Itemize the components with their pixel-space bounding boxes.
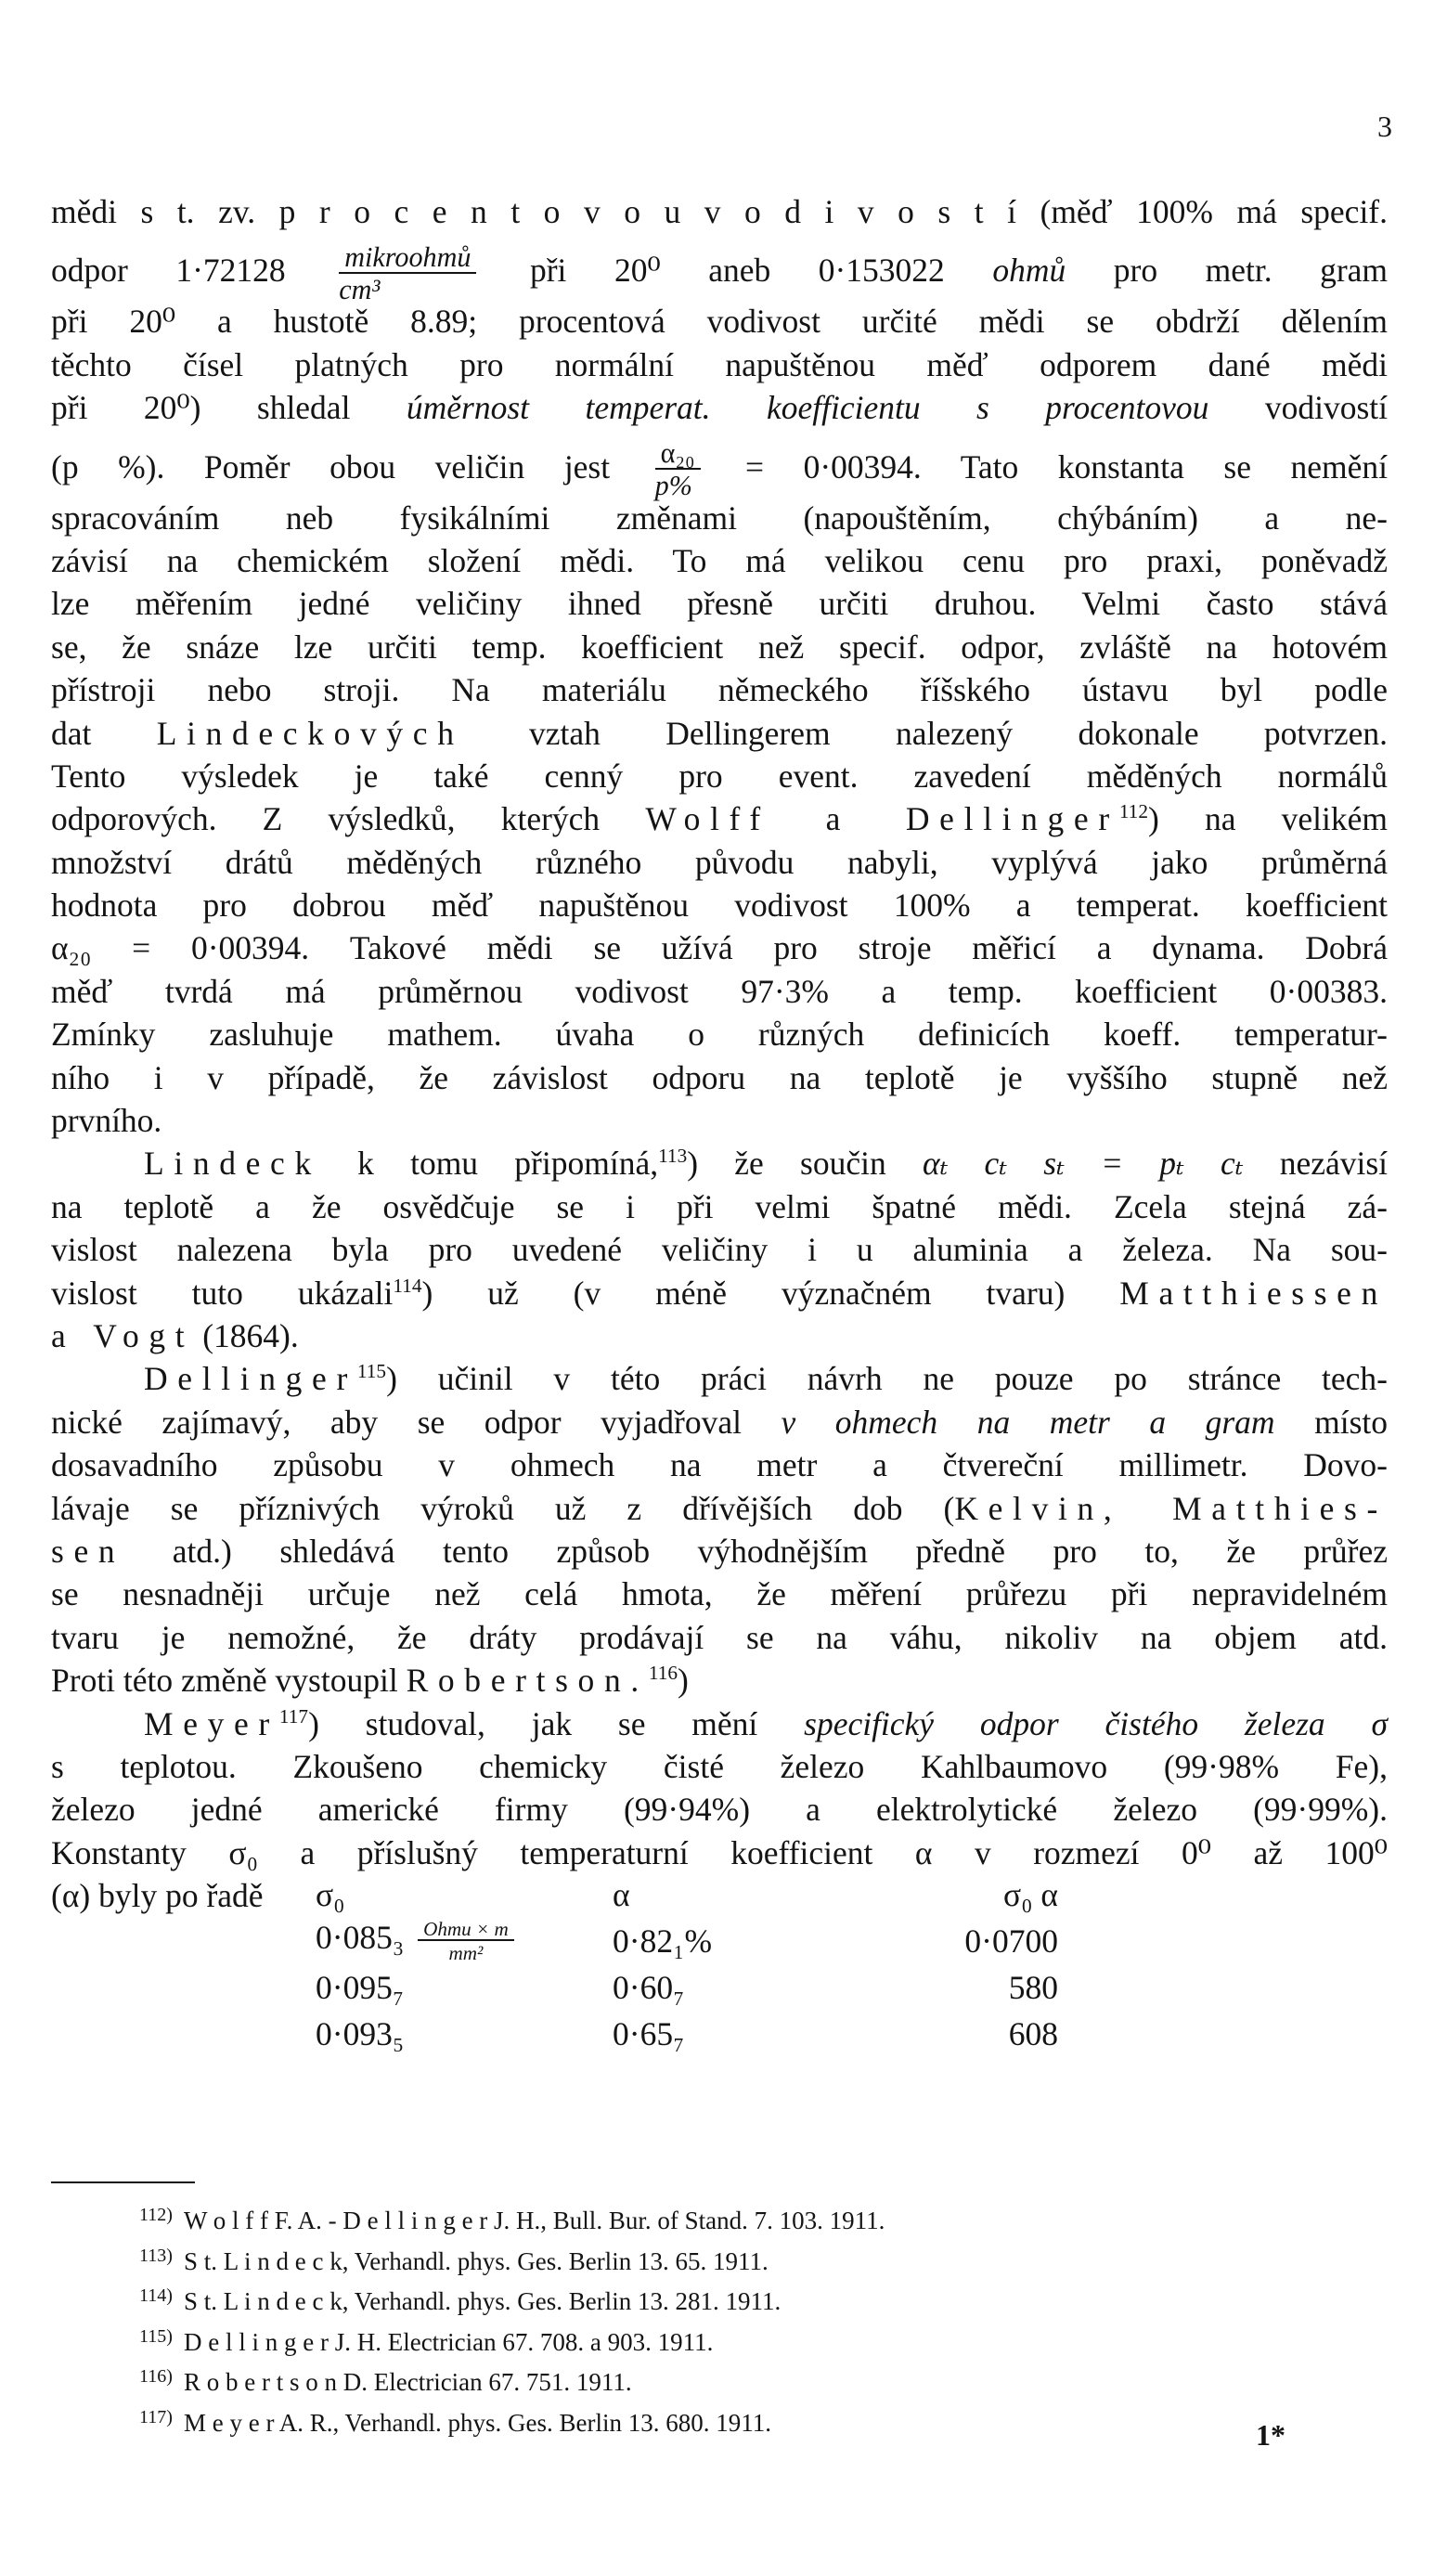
text-line: Lindeck k tomu připomíná,$^{113}$) že součin αₜ cₜ sₜ = pₜ cₜ nezávisí [144,1145,1389,1183]
text-line: se nesnadněji určuje než celá hmota, že měření průřezu při nepravidelném [51,1575,1388,1613]
text-line: (α) byly po řadě [51,1877,264,1915]
table-row [316,1918,1058,1964]
text-line: železo jedné americké firmy (99·94%) a elektrolytické železo (99·99%). [51,1791,1388,1829]
text-line: vislost tuto ukázali$^{114}$) už (v méně význačném tvaru) Matthiessen [51,1274,1388,1312]
fraction-unit: $\frac{\text{mikroohmů}}{\text{cm³}}$ [339,243,476,305]
text-line: odpor 1·72128 $\frac{\text{mikroohmů}}{\text{cm³}}$ při 20⁰ aneb 0·153022 ohmů pro metr. gram [51,240,1389,306]
text-line: Tento výsledek je také cenný pro event. zavedení měděných normálů [51,757,1388,795]
text-line: při 20⁰ a hustotě 8.89; procentová vodivost určité mědi se obdrží dělením [51,303,1388,341]
footnote: 112) W o l f f F. A. - D e l l i n g e r J. H., Bull. Bur. of Stand. 7. 103. 1911. [139,2205,885,2234]
text-line: a Vogt (1864). [51,1316,299,1354]
table-cell: 0·65₇ [613,2015,685,2052]
unit-fraction: $\frac{\text{Ohmu × m}}{\text{mm²}}$ [418,1919,514,1963]
text-line: lze měřením jedné veličiny ihned přesně určiti druhou. Velmi často stává [51,585,1388,623]
footnote: 115) D e l l i n g e r J. H. Electrician 67. 708. a 903. 1911. [139,2325,714,2356]
text-line: ního i v případě, že závislost odporu na teplotě je vyššího stupně než [51,1058,1388,1096]
text-line: nické zajímavý, aby se odpor vyjadřoval v ohmech na metr a gram místo [51,1403,1389,1441]
table-cell: 0·0700 [964,1922,1058,1960]
footnote: 113) S t. L i n d e c k, Verhandl. phys. Ges. Berlin 13. 65. 1911. [139,2245,769,2275]
text-line: Proti této změně vystoupil Robertson.$^{116}$) [51,1662,689,1700]
text-line: při 20⁰) shledal úměrnost temperat. koefficientu s procentovou vodivostí [51,389,1389,427]
page-number: 3 [1377,110,1392,143]
text-line: (p %). Poměr obou veličin jest $\frac{\text{α₂₀}}{p\%}$ = 0·00394. Tato konstanta se nemění [51,436,1389,502]
footnote: 117) M e y e r A. R., Verhandl. phys. Ges. Berlin 13. 680. 1911. [139,2406,771,2437]
table-header-row [316,1871,1058,1918]
table-cell: 0·82₁% [613,1922,713,1960]
text-line: přístroji nebo stroji. Na materiálu německého říšského ústavu byl podle [51,671,1388,709]
text-line: dat Lindeckových vztah Dellingerem nalezený dokonale potvrzen. [51,714,1389,752]
text-line: lávaje se příznivých výroků už z dřívějších dob (Kelvin, Matthies- [51,1489,1388,1527]
table-cell: 0·093₅ [316,2015,405,2052]
text-line: množství drátů měděných různého původu nabyli, vyplývá jako průměrná [51,843,1388,881]
text-line: vislost nalezena byla pro uvedené veličiny i u aluminia a železa. Na sou- [51,1231,1388,1269]
table-header-cell: α [613,1876,630,1913]
table-cell: 0·085₃ $\frac{\text{Ohmu × m}}{\text{mm²}}$ [316,1918,613,1964]
table-row [316,2011,1058,2057]
text-line: sen atd.) shledává tento způsob výhodnějším předně pro to, že průřez [51,1532,1389,1570]
text-line: prvního. [51,1102,162,1140]
footnote-divider [51,2181,195,2183]
text-line: spracováním neb fysikálními změnami (napouštěním, chýbáním) a ne- [51,498,1388,537]
text-line: dosavadního způsobu v ohmech na metr a čtvereční millimetr. Dovo- [51,1446,1388,1484]
table-cell: 0·095₇ [316,1969,405,2006]
text-line: Dellinger$^{115}$) učinil v této práci návrh ne pouze po stránce tech- [144,1360,1388,1398]
text-line: Zmínky zasluhuje mathem. úvaha o různých definicích koeff. temperatur- [51,1016,1388,1054]
text-line: Meyer$^{117}$) studoval, jak se mění specifický odpor čistého železa σ [144,1704,1389,1742]
table-header-cell: σ₀ [316,1876,345,1913]
footnote: 116) R o b e r t s o n D. Electrician 67. 751. 1911. [139,2366,632,2396]
text-line: mědi s t. zv. p r o c e n t o v o u v o d i v o s t í (měď 100% má specif. [51,193,1388,230]
fraction-alpha-p: $\frac{\text{α₂₀}}{p\%}$ [655,439,701,501]
text-line: se, že snáze lze určiti temp. koefficient než specif. odpor, zvláště na hotovém [51,628,1388,666]
table-cell: 580 [1008,1969,1058,2006]
text-line: Konstanty σ₀ a příslušný temperaturní koefficient α v rozmezí 0⁰ až 100⁰ [51,1833,1388,1871]
text-line: těchto čísel platných pro normální napuštěnou měď odporem dané mědi [51,345,1388,383]
text-line: na teplotě a že osvědčuje se i při velmi špatné mědi. Zcela stejná zá- [51,1187,1388,1225]
table-cell: 608 [1008,2015,1058,2052]
text-line: s teplotou. Zkoušeno chemicky čisté železo Kahlbaumovo (99·98% Fe), [51,1747,1388,1785]
signature-mark: 1* [1256,2418,1285,2452]
table-row [316,1964,1058,2011]
text-line: odporových. Z výsledků, kterých Wolff a Dellinger$^{112}$) na velikém [51,800,1388,838]
body-text [51,190,1388,1917]
footnote: 114) S t. L i n d e c k, Verhandl. phys. Ges. Berlin 13. 281. 1911. [139,2285,782,2315]
table-cell: 0·60₇ [613,1969,685,2006]
text-line: závisí na chemickém složení mědi. To má velikou cenu pro praxi, poněvadž [51,541,1388,579]
data-table [316,1871,1058,2057]
text-line: hodnota pro dobrou měď napuštěnou vodivost 100% a temperat. koefficient [51,887,1388,925]
table-header-cell: σ₀ α [1003,1876,1058,1913]
text-line: měď tvrdá má průměrnou vodivost 97·3% a temp. koefficient 0·00383. [51,972,1388,1010]
footnotes [139,2198,885,2440]
text-line: α₂₀ = 0·00394. Takové mědi se užívá pro stroje měřicí a dynama. Dobrá [51,929,1388,967]
text-line: tvaru je nemožné, že dráty prodávají se na váhu, nikoliv na objem atd. [51,1618,1388,1656]
